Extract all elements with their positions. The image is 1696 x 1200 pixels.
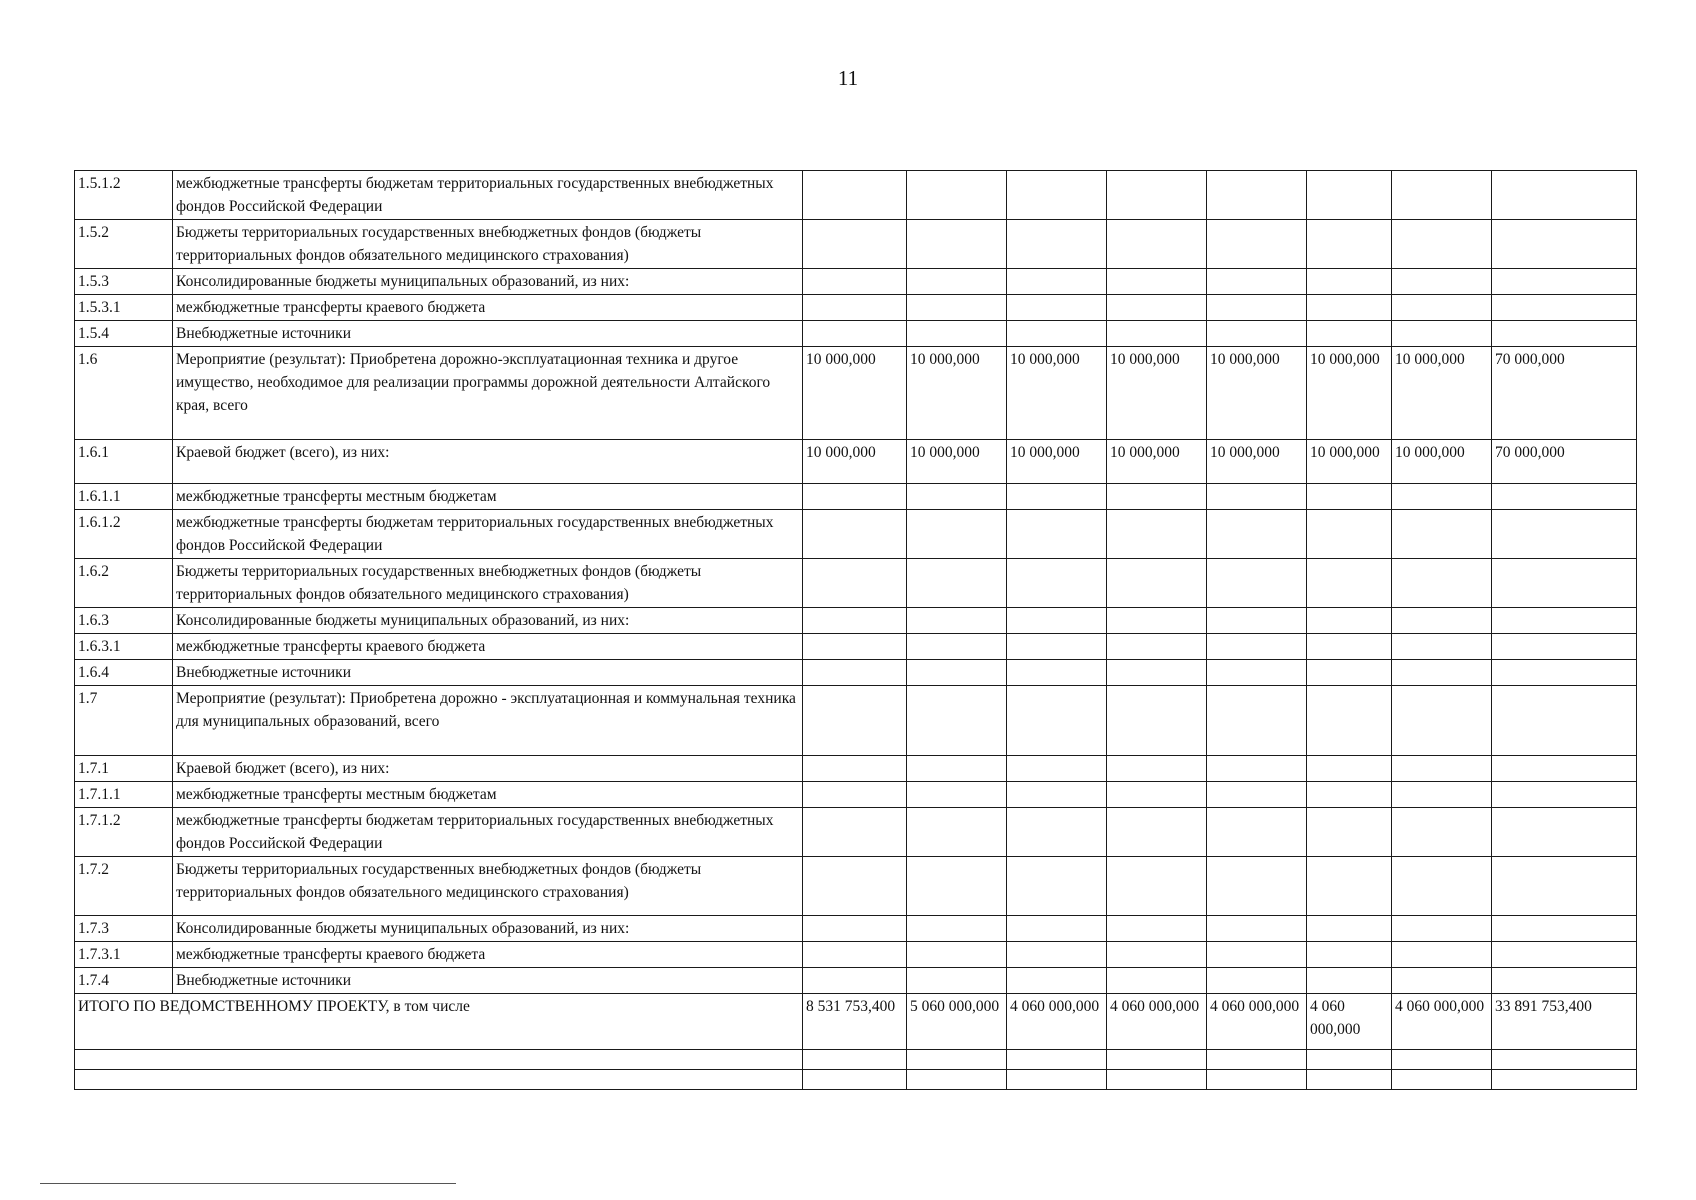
value-cell [1207,942,1307,968]
value-cell [1007,756,1107,782]
value-cell [1307,660,1392,686]
table-row [75,942,1637,968]
value-cell [907,321,1007,347]
table-row [75,608,1637,634]
value-cell [1107,686,1207,756]
value-cell [1007,220,1107,269]
value-cell [1392,942,1492,968]
value-cell [1007,484,1107,510]
value-cell [1107,634,1207,660]
value-cell [1007,916,1107,942]
empty-cell [1307,1070,1392,1090]
empty-cell [907,1050,1007,1070]
value-cell [1007,782,1107,808]
row-description: Мероприятие (результат): Приобретена дорожно - эксплуатационная и коммунальная техника для муниципальных образований, всего [173,686,803,756]
value-cell [1392,808,1492,857]
value-cell [1207,782,1307,808]
total-row [75,994,1637,1050]
value-cell [1207,484,1307,510]
value-cell [1007,559,1107,608]
total-value-cell: 4 060 000,000 [1007,994,1107,1050]
table-row [75,857,1637,916]
value-cell: 10 000,000 [1107,440,1207,484]
value-cell [1307,808,1392,857]
value-cell [1307,269,1392,295]
row-description: Бюджеты территориальных государственных внебюджетных фондов (бюджеты территориальных фондов обязательного медицинского страхования) [173,220,803,269]
value-cell [1307,171,1392,220]
value-cell [1207,510,1307,559]
empty-cell [1392,1050,1492,1070]
row-code: 1.5.3.1 [75,295,173,321]
value-cell [803,942,907,968]
value-cell [1392,660,1492,686]
empty-cell [75,1050,803,1070]
table-row [75,321,1637,347]
empty-row [75,1070,1637,1090]
row-code: 1.5.2 [75,220,173,269]
row-description: Мероприятие (результат): Приобретена дорожно-эксплуатационная техника и другое имущество, необходимое для реализации программы дорожной деятельности Алтайского края, всего [173,347,803,440]
value-cell [907,269,1007,295]
value-cell [1207,968,1307,994]
row-code: 1.6.3.1 [75,634,173,660]
value-cell [1492,660,1637,686]
empty-cell [1207,1070,1307,1090]
row-description: межбюджетные трансферты бюджетам территориальных государственных внебюджетных фондов Российской Федерации [173,510,803,559]
value-cell: 10 000,000 [1007,440,1107,484]
value-cell [803,634,907,660]
value-cell [803,171,907,220]
value-cell [907,782,1007,808]
value-cell [1107,968,1207,994]
value-cell [1392,484,1492,510]
value-cell [1492,608,1637,634]
value-cell [907,634,1007,660]
value-cell [1392,510,1492,559]
value-cell [907,559,1007,608]
table-row [75,660,1637,686]
row-description: межбюджетные трансферты местным бюджетам [173,782,803,808]
value-cell: 10 000,000 [1392,440,1492,484]
row-code: 1.6.1.2 [75,510,173,559]
value-cell: 10 000,000 [907,440,1007,484]
table-row [75,269,1637,295]
value-cell: 10 000,000 [1392,347,1492,440]
value-cell [803,686,907,756]
budget-table [74,170,1637,1090]
value-cell [1207,756,1307,782]
total-value-cell: 4 060 000,000 [1307,994,1392,1050]
value-cell [1207,686,1307,756]
value-cell [907,220,1007,269]
value-cell [1207,171,1307,220]
value-cell [803,857,907,916]
empty-cell [803,1070,907,1090]
row-description: межбюджетные трансферты бюджетам территориальных государственных внебюджетных фондов Российской Федерации [173,171,803,220]
row-code: 1.5.3 [75,269,173,295]
value-cell [1307,634,1392,660]
value-cell [1492,942,1637,968]
total-value-cell: 4 060 000,000 [1207,994,1307,1050]
row-code: 1.5.4 [75,321,173,347]
table-row [75,756,1637,782]
value-cell [1107,321,1207,347]
value-cell [803,269,907,295]
value-cell [1392,321,1492,347]
value-cell [1107,171,1207,220]
row-code: 1.7.3.1 [75,942,173,968]
value-cell [1007,660,1107,686]
row-code: 1.7.1.2 [75,808,173,857]
value-cell: 10 000,000 [803,347,907,440]
value-cell [803,484,907,510]
row-code: 1.6.1 [75,440,173,484]
value-cell [1207,608,1307,634]
total-value-cell: 5 060 000,000 [907,994,1007,1050]
value-cell [1107,484,1207,510]
row-description: межбюджетные трансферты местным бюджетам [173,484,803,510]
value-cell [907,484,1007,510]
value-cell [1492,321,1637,347]
value-cell [1492,916,1637,942]
value-cell [907,808,1007,857]
value-cell [1007,857,1107,916]
value-cell [1207,220,1307,269]
value-cell [1492,171,1637,220]
empty-cell [1207,1050,1307,1070]
value-cell [1207,634,1307,660]
table-row [75,808,1637,857]
value-cell [1392,968,1492,994]
value-cell [1492,559,1637,608]
row-description: Бюджеты территориальных государственных внебюджетных фондов (бюджеты территориальных фондов обязательного медицинского страхования) [173,559,803,608]
value-cell [1107,269,1207,295]
table-row [75,220,1637,269]
value-cell [1392,295,1492,321]
row-code: 1.7 [75,686,173,756]
value-cell [1492,295,1637,321]
row-description: Консолидированные бюджеты муниципальных образований, из них: [173,916,803,942]
value-cell [907,756,1007,782]
value-cell [1007,634,1107,660]
value-cell [803,782,907,808]
table-row [75,968,1637,994]
value-cell [1307,484,1392,510]
value-cell [1307,782,1392,808]
value-cell [1007,608,1107,634]
value-cell [1207,321,1307,347]
value-cell [1107,782,1207,808]
value-cell [907,510,1007,559]
value-cell [1207,295,1307,321]
value-cell [907,857,1007,916]
row-code: 1.7.3 [75,916,173,942]
value-cell [803,510,907,559]
value-cell [1307,295,1392,321]
empty-cell [1007,1050,1107,1070]
value-cell [1207,916,1307,942]
table-row [75,782,1637,808]
value-cell [1392,756,1492,782]
row-code: 1.7.4 [75,968,173,994]
value-cell [1007,269,1107,295]
table-row [75,510,1637,559]
value-cell [1392,269,1492,295]
table-row [75,634,1637,660]
table-row [75,295,1637,321]
row-description: Консолидированные бюджеты муниципальных образований, из них: [173,608,803,634]
value-cell [1307,916,1392,942]
row-code: 1.6.1.1 [75,484,173,510]
table-row [75,171,1637,220]
table-row [75,686,1637,756]
value-cell [1207,660,1307,686]
value-cell [803,808,907,857]
value-cell: 10 000,000 [907,347,1007,440]
value-cell [1392,220,1492,269]
value-cell [1307,968,1392,994]
value-cell [1007,808,1107,857]
value-cell [1392,608,1492,634]
value-cell [1392,916,1492,942]
total-value-cell: 8 531 753,400 [803,994,907,1050]
row-code: 1.7.2 [75,857,173,916]
value-cell [803,295,907,321]
value-cell [803,321,907,347]
value-cell: 10 000,000 [1307,347,1392,440]
empty-row [75,1050,1637,1070]
value-cell [1107,559,1207,608]
row-code: 1.7.1.1 [75,782,173,808]
value-cell: 10 000,000 [1207,440,1307,484]
table-row [75,916,1637,942]
table-body [75,171,1637,1090]
value-cell [803,756,907,782]
value-cell: 10 000,000 [1007,347,1107,440]
value-cell [907,608,1007,634]
value-cell [1492,968,1637,994]
page-number: 11 [837,66,859,90]
value-cell [1307,756,1392,782]
value-cell [1307,220,1392,269]
value-cell: 70 000,000 [1492,347,1637,440]
table-row [75,440,1637,484]
value-cell [1107,220,1207,269]
row-code: 1.5.1.2 [75,171,173,220]
row-description: межбюджетные трансферты краевого бюджета [173,634,803,660]
value-cell [1492,782,1637,808]
value-cell [1007,510,1107,559]
table-row [75,484,1637,510]
row-description: Бюджеты территориальных государственных внебюджетных фондов (бюджеты территориальных фондов обязательного медицинского страхования) [173,857,803,916]
value-cell [1007,321,1107,347]
value-cell [1307,510,1392,559]
value-cell [1107,916,1207,942]
value-cell [803,968,907,994]
total-value-cell: 33 891 753,400 [1492,994,1637,1050]
value-cell [1107,295,1207,321]
value-cell [1492,808,1637,857]
table-row [75,559,1637,608]
value-cell [1007,171,1107,220]
value-cell: 10 000,000 [1307,440,1392,484]
value-cell [1107,857,1207,916]
row-code: 1.6.4 [75,660,173,686]
row-code: 1.7.1 [75,756,173,782]
empty-cell [1392,1070,1492,1090]
value-cell: 10 000,000 [1107,347,1207,440]
empty-cell [1007,1070,1107,1090]
value-cell [1007,295,1107,321]
value-cell [1107,808,1207,857]
value-cell [1107,942,1207,968]
row-code: 1.6.3 [75,608,173,634]
value-cell [1392,171,1492,220]
value-cell [1007,942,1107,968]
total-label: ИТОГО ПО ВЕДОМСТВЕННОМУ ПРОЕКТУ, в том числе [75,994,803,1050]
row-description: Краевой бюджет (всего), из них: [173,440,803,484]
value-cell [1207,857,1307,916]
value-cell: 70 000,000 [1492,440,1637,484]
row-description: Внебюджетные источники [173,321,803,347]
row-description: межбюджетные трансферты бюджетам территориальных государственных внебюджетных фондов Российской Федерации [173,808,803,857]
value-cell [1492,220,1637,269]
empty-cell [75,1070,803,1090]
row-description: Внебюджетные источники [173,660,803,686]
row-description: межбюджетные трансферты краевого бюджета [173,942,803,968]
value-cell [1492,484,1637,510]
value-cell [803,220,907,269]
value-cell [1392,634,1492,660]
empty-cell [1107,1070,1207,1090]
value-cell [1307,321,1392,347]
value-cell [907,968,1007,994]
value-cell [1207,269,1307,295]
value-cell [1107,510,1207,559]
value-cell [1492,686,1637,756]
value-cell [907,942,1007,968]
empty-cell [1107,1050,1207,1070]
value-cell [1307,857,1392,916]
total-value-cell: 4 060 000,000 [1392,994,1492,1050]
value-cell [1392,686,1492,756]
value-cell [1307,686,1392,756]
value-cell [803,916,907,942]
value-cell [1392,782,1492,808]
row-description: Консолидированные бюджеты муниципальных образований, из них: [173,269,803,295]
table-row [75,347,1637,440]
value-cell [907,171,1007,220]
footer-rule [40,1183,456,1184]
value-cell [1107,608,1207,634]
value-cell [907,660,1007,686]
value-cell [1007,968,1107,994]
value-cell [1492,269,1637,295]
value-cell [907,916,1007,942]
row-description: Внебюджетные источники [173,968,803,994]
row-code: 1.6.2 [75,559,173,608]
value-cell [1007,686,1107,756]
value-cell [803,608,907,634]
value-cell [1307,608,1392,634]
empty-cell [1492,1050,1637,1070]
total-value-cell: 4 060 000,000 [1107,994,1207,1050]
value-cell [1307,559,1392,608]
value-cell [1492,634,1637,660]
value-cell [803,559,907,608]
value-cell [1492,510,1637,559]
empty-cell [907,1070,1007,1090]
empty-cell [1492,1070,1637,1090]
value-cell [907,295,1007,321]
row-description: межбюджетные трансферты краевого бюджета [173,295,803,321]
value-cell [1392,559,1492,608]
value-cell [1107,660,1207,686]
row-code: 1.6 [75,347,173,440]
value-cell [1207,808,1307,857]
value-cell [1392,857,1492,916]
value-cell: 10 000,000 [1207,347,1307,440]
row-description: Краевой бюджет (всего), из них: [173,756,803,782]
value-cell [803,660,907,686]
empty-cell [803,1050,907,1070]
value-cell [1207,559,1307,608]
value-cell: 10 000,000 [803,440,907,484]
value-cell [907,686,1007,756]
value-cell [1107,756,1207,782]
value-cell [1492,756,1637,782]
value-cell [1307,942,1392,968]
empty-cell [1307,1050,1392,1070]
value-cell [1492,857,1637,916]
